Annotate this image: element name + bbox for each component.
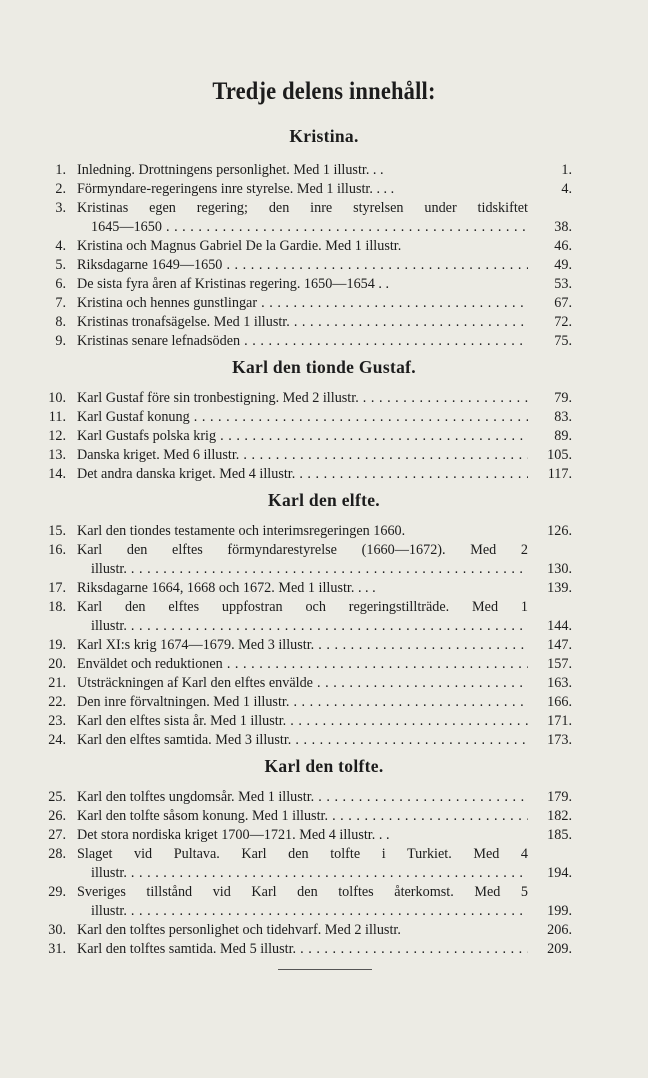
entry-title: Förmyndare-regeringens inre styrelse. Med 1 illustr. . . . <box>77 181 395 197</box>
entry-page: 75. <box>554 333 572 349</box>
entry-page: 49. <box>554 257 572 273</box>
entry-page: 83. <box>554 409 572 425</box>
toc-entry <box>36 673 572 693</box>
entry-page: 79. <box>554 390 572 406</box>
entry-number: 11. <box>48 409 66 425</box>
toc-entry <box>36 274 572 294</box>
entry-title: Sveriges tillstånd vid Karl den tolftes återkomst. Med 5 <box>77 884 528 900</box>
entry-title: Det stora nordiska kriget 1700—1721. Med 4 illustr. . . <box>77 827 390 843</box>
entry-page: 157. <box>547 656 572 672</box>
entry-page: 144. <box>547 618 572 634</box>
toc-entry <box>36 521 572 541</box>
entry-number: 27. <box>48 827 66 843</box>
toc-entry <box>36 882 572 902</box>
toc-entry <box>36 331 572 351</box>
entry-page: 209. <box>547 941 572 957</box>
entry-title: illustr. . . . <box>91 616 528 636</box>
entry-page: 179. <box>547 789 572 805</box>
entry-page: 130. <box>547 561 572 577</box>
entry-title: Karl Gustaf konung . . . <box>77 407 528 427</box>
entry-title: Kristinas tronafsägelse. Med 1 illustr. . . . <box>77 312 528 332</box>
entry-number: 16. <box>48 542 66 558</box>
toc-entry <box>36 445 572 465</box>
section-heading-karl-x: Karl den tionde Gustaf. <box>232 357 416 377</box>
toc-entry <box>36 825 572 845</box>
toc-entry-continuation <box>36 901 572 921</box>
entry-title: Den inre förvaltningen. Med 1 illustr. . . . <box>77 692 528 712</box>
entry-number: 31. <box>48 941 66 957</box>
toc-entry <box>36 388 572 408</box>
entry-number: 9. <box>55 333 66 349</box>
entry-number: 2. <box>55 181 66 197</box>
entry-page: 147. <box>547 637 572 653</box>
entry-title: Slaget vid Pultava. Karl den tolfte i Turkiet. Med 4 <box>77 846 528 862</box>
entry-title: illustr. . . . <box>91 559 528 579</box>
entry-page: 89. <box>554 428 572 444</box>
entry-number: 21. <box>48 675 66 691</box>
toc-entry-continuation <box>36 217 572 237</box>
entry-title: 1645—1650 . . . <box>91 217 528 237</box>
entry-title: Utsträckningen af Karl den elftes envälde . . . <box>77 673 528 693</box>
entry-page: 117. <box>547 466 572 482</box>
entry-title: Kristina och hennes gunstlingar . . . <box>77 293 528 313</box>
entry-page: 38. <box>554 219 572 235</box>
entry-title: Danska kriget. Med 6 illustr. . . . <box>77 445 528 465</box>
entry-number: 30. <box>48 922 66 938</box>
entry-number: 6. <box>55 276 66 292</box>
entry-page: 139. <box>547 580 572 596</box>
toc-entry-continuation <box>36 616 572 636</box>
toc-entry <box>36 540 572 560</box>
entry-number: 17. <box>48 580 66 596</box>
entry-page: 72. <box>554 314 572 330</box>
entry-title: Kristina och Magnus Gabriel De la Gardie. Med 1 illustr. <box>77 238 402 254</box>
entry-title: Karl den tolftes ungdomsår. Med 1 illustr. . . . <box>77 787 528 807</box>
entry-number: 4. <box>55 238 66 254</box>
entry-number: 15. <box>48 523 66 539</box>
entry-number: 12. <box>48 428 66 444</box>
entry-page: 199. <box>547 903 572 919</box>
entry-page: 46. <box>554 238 572 254</box>
entry-number: 7. <box>55 295 66 311</box>
toc-entry <box>36 635 572 655</box>
toc-entry <box>36 198 572 218</box>
toc-entry <box>36 654 572 674</box>
section-heading-karl-xii: Karl den tolfte. <box>264 756 384 776</box>
section-heading-karl-xi: Karl den elfte. <box>268 490 380 510</box>
entry-title: Karl den elftes förmyndarestyrelse (1660—1672). Med 2 <box>77 542 528 558</box>
entry-page: 182. <box>547 808 572 824</box>
toc-entry <box>36 844 572 864</box>
entry-title: Karl den elftes samtida. Med 3 illustr. . . . <box>77 730 528 750</box>
toc-entry-continuation <box>36 559 572 579</box>
toc-entry <box>36 787 572 807</box>
entry-number: 8. <box>55 314 66 330</box>
entry-number: 19. <box>48 637 66 653</box>
entry-page: 206. <box>547 922 572 938</box>
entry-page: 163. <box>547 675 572 691</box>
entry-title: Karl den tolfte såsom konung. Med 1 illustr. . . . <box>77 806 528 826</box>
toc-entry <box>36 293 572 313</box>
entry-page: 185. <box>547 827 572 843</box>
entry-page: 67. <box>554 295 572 311</box>
entry-title: Karl Gustaf före sin tronbestigning. Med 2 illustr. . . . <box>77 388 528 408</box>
entry-page: 1. <box>561 162 572 178</box>
toc-entry <box>36 179 572 199</box>
entry-title: Riksdagarne 1664, 1668 och 1672. Med 1 illustr. . . . <box>77 580 376 596</box>
entry-page: 105. <box>547 447 572 463</box>
toc-entry <box>36 597 572 617</box>
toc-entry <box>36 920 572 940</box>
entry-number: 1. <box>55 162 66 178</box>
entry-number: 25. <box>48 789 66 805</box>
section-heading-kristina: Kristina. <box>289 126 359 146</box>
entry-number: 5. <box>55 257 66 273</box>
toc-entry <box>36 160 572 180</box>
entry-number: 10. <box>48 390 66 406</box>
entry-title: Karl den elftes uppfostran och regeringstillträde. Med 1 <box>77 599 528 615</box>
entry-number: 14. <box>48 466 66 482</box>
entry-title: Karl den elftes sista år. Med 1 illustr. . . . <box>77 711 528 731</box>
entry-number: 29. <box>48 884 66 900</box>
toc-entry-continuation <box>36 863 572 883</box>
toc-entry <box>36 312 572 332</box>
entry-number: 28. <box>48 846 66 862</box>
toc-entry <box>36 578 572 598</box>
entry-number: 20. <box>48 656 66 672</box>
entry-page: 171. <box>547 713 572 729</box>
entry-number: 23. <box>48 713 66 729</box>
entry-page: 4. <box>561 181 572 197</box>
entry-title: Karl den tolftes samtida. Med 5 illustr. . . . <box>77 939 528 959</box>
closing-rule <box>278 969 372 970</box>
entry-number: 18. <box>48 599 66 615</box>
entry-page: 173. <box>547 732 572 748</box>
entry-title: illustr. . . . <box>91 863 528 883</box>
entry-number: 26. <box>48 808 66 824</box>
entry-title: Karl Gustafs polska krig . . . <box>77 426 528 446</box>
toc-entry <box>36 255 572 275</box>
toc-entry <box>36 236 572 256</box>
entry-title: Karl den tolftes personlighet och tidehvarf. Med 2 illustr. <box>77 922 401 938</box>
entry-title: Det andra danska kriget. Med 4 illustr. . . . <box>77 464 528 484</box>
toc-entry <box>36 692 572 712</box>
toc-entry <box>36 426 572 446</box>
entry-title: illustr. . . . <box>91 901 528 921</box>
entry-page: 166. <box>547 694 572 710</box>
entry-number: 22. <box>48 694 66 710</box>
entry-number: 3. <box>55 200 66 216</box>
entry-title: Riksdagarne 1649—1650 . . . <box>77 255 528 275</box>
entry-page: 194. <box>547 865 572 881</box>
page-title: Tredje delens innehåll: <box>212 78 436 105</box>
entry-title: Kristinas senare lefnadsöden . . . <box>77 331 528 351</box>
entry-page: 53. <box>554 276 572 292</box>
entry-page: 126. <box>547 523 572 539</box>
entry-title: Kristinas egen regering; den inre styrelsen under tidskiftet <box>77 200 528 216</box>
entry-title: Enväldet och reduktionen . . . <box>77 654 528 674</box>
entry-number: 24. <box>48 732 66 748</box>
toc-entry <box>36 711 572 731</box>
toc-entry <box>36 730 572 750</box>
entry-title: De sista fyra åren af Kristinas regering. 1650—1654 . . <box>77 276 390 292</box>
entry-title: Karl den tiondes testamente och interimsregeringen 1660. <box>77 523 406 539</box>
toc-entry <box>36 939 572 959</box>
entry-number: 13. <box>48 447 66 463</box>
toc-entry <box>36 806 572 826</box>
toc-entry <box>36 464 572 484</box>
entry-title: Karl XI:s krig 1674—1679. Med 3 illustr. . . . <box>77 635 528 655</box>
entry-title: Inledning. Drottningens personlighet. Med 1 illustr. . . <box>77 162 384 178</box>
toc-entry <box>36 407 572 427</box>
